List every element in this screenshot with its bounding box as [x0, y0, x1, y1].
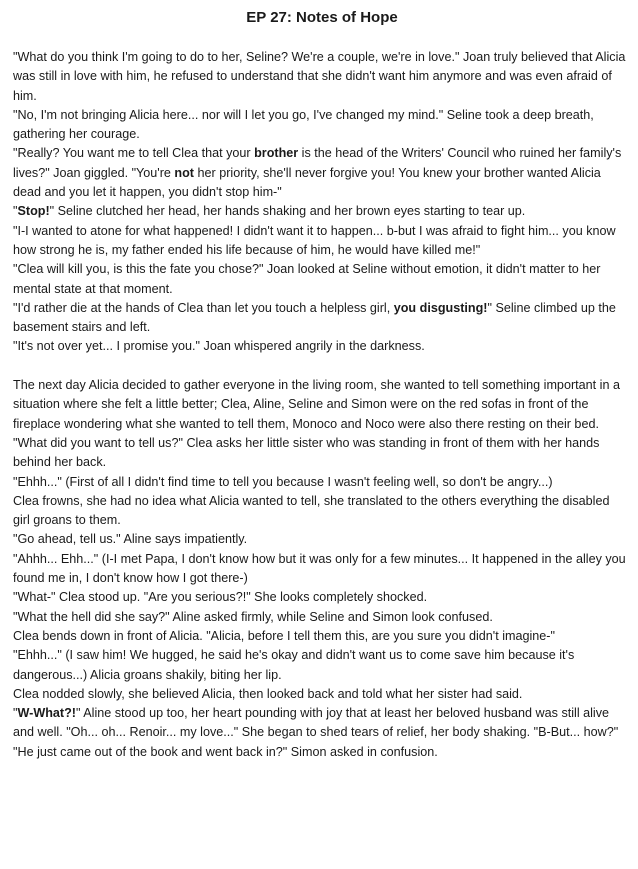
- bold-text: you disgusting!: [393, 300, 488, 315]
- paragraph: [13, 376, 628, 434]
- text-run: "I-I wanted to atone for what happened! I didn't want it to happen... b-but I was afraid to fight him... you know how strong he is, my father ended his life because of him, he would have killed me!": [13, 223, 616, 257]
- text-run: "What-" Clea stood up. "Are you serious?!" She looks completely shocked.: [13, 590, 428, 605]
- text-run: ": [13, 204, 18, 219]
- text-run: The next day Alicia decided to gather everyone in the living room, she wanted to tell something important in a situation where she felt a little better; Clea, Aline, Seline and Simon were on the red sofas in front of the fireplace wondering what she wanted to tell them, Monoco and Noco were also there resting on their bed.: [13, 378, 620, 431]
- paragraph: [13, 743, 628, 762]
- paragraph: [13, 48, 628, 106]
- text-run: " Seline clutched her head, her hands shaking and her brown eyes starting to tear up.: [49, 204, 526, 219]
- text-run: "No, I'm not bringing Alicia here... nor will I let you go, I've changed my mind." Seline took a deep breath, gathering her courage.: [13, 107, 594, 142]
- bold-text: not: [174, 165, 195, 180]
- paragraph: [13, 337, 628, 356]
- text-run: Clea nodded slowly, she believed Alicia, then looked back and told what her sister had said.: [13, 686, 523, 701]
- text-run: Clea bends down in front of Alicia. "Alicia, before I tell them this, are you sure you didn't imagine-": [13, 628, 555, 643]
- paragraph: [13, 530, 628, 549]
- text-run: Clea frowns, she had no idea what Alicia wanted to tell, she translated to the others everything the disabled girl groans to them.: [13, 493, 610, 528]
- paragraph-break: [13, 357, 628, 376]
- paragraph: [13, 106, 628, 145]
- text-run: "I'd rather die at the hands of Clea than let you touch a helpless girl,: [13, 300, 394, 315]
- text-run: her priority, she'll never forgive you! You knew your brother wanted Alicia dead and you let it happen, you didn't stop him-": [13, 165, 601, 200]
- paragraph: [13, 627, 628, 646]
- paragraph: [13, 144, 628, 202]
- page-title: EP 27: Notes of Hope: [246, 9, 398, 26]
- text-run: ": [13, 706, 18, 721]
- paragraph: [13, 685, 628, 704]
- text-run: "Ehhh..." (First of all I didn't find time to tell you because I wasn't feeling well, so don't be angry...): [13, 474, 553, 489]
- text-run: "What did you want to tell us?" Clea asks her little sister who was standing in front of them with her hands behind her back.: [13, 435, 600, 470]
- paragraph: [13, 608, 628, 627]
- text-run: is the head of the Writers' Council who ruined her family's lives?" Joan giggled. "You're: [13, 146, 622, 180]
- paragraph: [13, 492, 628, 531]
- story-text: [13, 48, 628, 762]
- text-run: "Ahhh... Ehh..." (I-I met Papa, I don't know how but it was only for a few minutes... It happened in the alley you found me in, I don't know how I got there-): [13, 551, 626, 586]
- text-run: " Seline climbed up the basement stairs and left.: [13, 300, 616, 335]
- bold-text: W-What?!: [17, 706, 76, 721]
- paragraph: [13, 434, 628, 473]
- text-run: " Aline stood up too, her heart pounding with joy that at least her beloved husband was still alive and well. "Oh... oh... Renoir... my love..." She began to shed tears of relief, her body shaking. "B-But... how?": [13, 706, 619, 740]
- text-run: "Really? You want me to tell Clea that your: [13, 146, 255, 161]
- paragraph: [13, 646, 628, 685]
- text-run: "He just came out of the book and went back in?" Simon asked in confusion.: [13, 744, 438, 759]
- paragraph: [13, 588, 628, 607]
- text-run: "What do you think I'm going to do to her, Seline? We're a couple, we're in love." Joan truly believed that Alicia was still in love with him, he refused to understand that she didn't want him anymore and was even afraid of him.: [13, 50, 626, 103]
- paragraph: [13, 473, 628, 492]
- paragraph: [13, 299, 628, 338]
- text-run: "Ehhh..." (I saw him! We hugged, he said he's okay and didn't want us to come save him because it's dangerous...) Alicia groans shakily, biting her lip.: [13, 648, 575, 682]
- text-run: "Go ahead, tell us." Aline says impatiently.: [13, 532, 248, 547]
- bold-text: brother: [254, 146, 299, 161]
- paragraph: [13, 202, 628, 221]
- paragraph: [13, 222, 628, 261]
- text-run: "What the hell did she say?" Aline asked firmly, while Seline and Simon look confused.: [13, 609, 493, 624]
- text-run: "Clea will kill you, is this the fate you chose?" Joan looked at Seline without emotion, it didn't matter to her mental state at that moment.: [13, 262, 601, 296]
- text-run: "It's not over yet... I promise you." Joan whispered angrily in the darkness.: [13, 339, 425, 354]
- bold-text: Stop!: [17, 204, 50, 219]
- paragraph: [13, 260, 628, 299]
- paragraph: [13, 550, 628, 589]
- paragraph: [13, 704, 628, 743]
